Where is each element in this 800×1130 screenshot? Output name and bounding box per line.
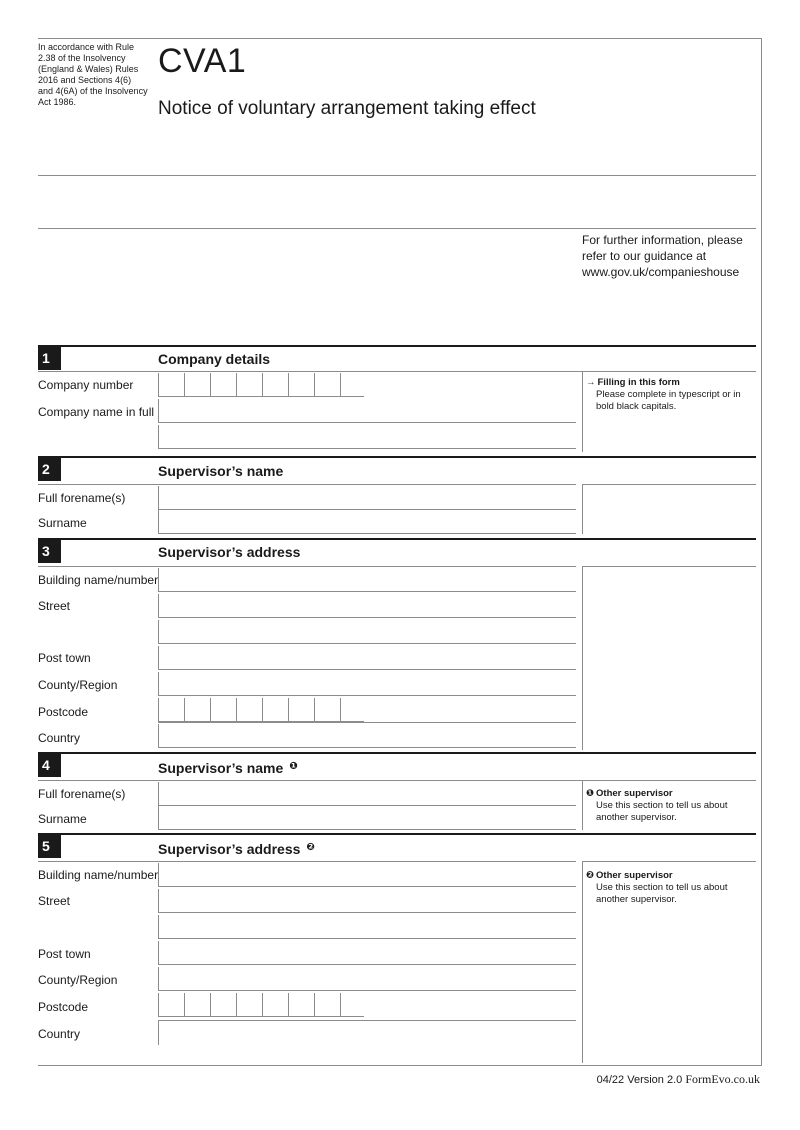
section-header-rule (38, 861, 576, 862)
surname-label: Surname (38, 812, 87, 826)
postcode-char-2[interactable] (184, 698, 210, 722)
other-supervisor-note (586, 870, 754, 906)
section-number: 3 (38, 540, 61, 563)
postcode-char-5[interactable] (262, 698, 288, 722)
post-town-label: Post town (38, 651, 91, 665)
arrow-right-icon: → (586, 377, 596, 388)
section-number: 2 (38, 458, 61, 481)
section-number: 1 (38, 347, 61, 370)
street-label: Street (38, 599, 71, 613)
section-header-rule (38, 566, 576, 567)
company-number-digit-4[interactable] (236, 373, 262, 397)
post-town-label: Post town (38, 947, 91, 961)
county-label: County/Region (38, 678, 118, 692)
note-heading: Other supervisor (596, 870, 673, 881)
note-marker-2: ❷ (306, 842, 315, 853)
section-title-text: Supervisor’s address (158, 841, 301, 857)
legal-reference: In accordance with Rule 2.38 of the Insolvency (England & Wales) Rules 2016 and Sections 4(6) and 4(6A) of the Insolvency Act 1986. (38, 42, 148, 107)
company-number-label: Company number (38, 378, 134, 392)
surname-input[interactable] (158, 510, 576, 534)
street-input-line-2[interactable] (158, 620, 576, 644)
postcode-label: Postcode (38, 705, 89, 719)
header-divider (38, 175, 756, 176)
form-code: CVA1 (158, 42, 247, 80)
note-marker-1: ❶ (289, 761, 298, 772)
form-title: Notice of voluntary arrangement taking effect (158, 98, 536, 119)
header-divider (38, 228, 756, 229)
footer (597, 1072, 760, 1087)
section-number: 5 (38, 835, 61, 858)
postcode-char-1[interactable] (158, 698, 184, 722)
section-title (158, 839, 315, 858)
other-county-input[interactable] (158, 967, 576, 991)
building-input[interactable] (158, 568, 576, 592)
building-label: Building name/number (38, 868, 159, 882)
other-building-input[interactable] (158, 863, 576, 887)
company-number-boxes (158, 373, 364, 397)
note-number-icon: ❷ (586, 870, 595, 881)
street-label: Street (38, 894, 71, 908)
other-postcode-char-7[interactable] (314, 993, 340, 1017)
section-divider (38, 833, 756, 835)
postcode-boxes (158, 698, 364, 722)
section-header-rule (38, 484, 576, 485)
other-postcode-char-6[interactable] (288, 993, 314, 1017)
other-forenames-input[interactable] (158, 782, 576, 806)
country-label: Country (38, 731, 81, 745)
forenames-input[interactable] (158, 486, 576, 510)
other-postcode-char-5[interactable] (262, 993, 288, 1017)
surname-label: Surname (38, 516, 87, 530)
company-number-digit-3[interactable] (210, 373, 236, 397)
section-divider (38, 456, 756, 458)
section-title-text: Supervisor’s name (158, 760, 284, 776)
company-number-digit-5[interactable] (262, 373, 288, 397)
other-post-town-input[interactable] (158, 941, 576, 965)
field-rule (158, 722, 576, 723)
company-number-digit-6[interactable] (288, 373, 314, 397)
company-name-input-line-2[interactable] (158, 425, 576, 449)
postcode-char-7[interactable] (314, 698, 340, 722)
forenames-label: Full forename(s) (38, 491, 126, 505)
section-title: Supervisor’s address (158, 544, 301, 560)
guidance-panel (582, 484, 756, 534)
guidance-panel (582, 566, 756, 750)
company-number-digit-7[interactable] (314, 373, 340, 397)
other-postcode-char-1[interactable] (158, 993, 184, 1017)
section-title: Company details (158, 351, 271, 367)
company-name-input[interactable] (158, 399, 576, 423)
section-divider (38, 345, 756, 347)
other-postcode-char-4[interactable] (236, 993, 262, 1017)
section-divider (38, 538, 756, 540)
section-title: Supervisor’s name (158, 463, 284, 479)
page-bottom-border (38, 1065, 762, 1066)
postcode-char-3[interactable] (210, 698, 236, 722)
version-text: 04/22 Version 2.0 (596, 1074, 683, 1086)
county-label: County/Region (38, 973, 118, 987)
other-supervisor-note (586, 788, 754, 824)
postcode-char-6[interactable] (288, 698, 314, 722)
other-surname-input[interactable] (158, 806, 576, 830)
brand-text: FormEvo.co.uk (685, 1072, 760, 1086)
other-postcode-char-2[interactable] (184, 993, 210, 1017)
note-body: Use this section to tell us about another supervisor. (596, 800, 728, 823)
filling-in-note (586, 377, 754, 413)
other-street-input[interactable] (158, 889, 576, 913)
company-name-label: Company name in full (38, 405, 155, 419)
note-body: Use this section to tell us about another supervisor. (596, 882, 728, 905)
county-input[interactable] (158, 672, 576, 696)
postcode-char-8[interactable] (340, 698, 364, 722)
note-heading: Filling in this form (597, 377, 680, 388)
country-input[interactable] (158, 724, 576, 748)
street-input[interactable] (158, 594, 576, 618)
company-number-digit-2[interactable] (184, 373, 210, 397)
section-divider (38, 752, 756, 754)
building-label: Building name/number (38, 573, 159, 587)
postcode-boxes (158, 993, 364, 1017)
section-number: 4 (38, 754, 61, 777)
section-title (158, 758, 298, 777)
note-body: Please complete in typescript or in bold black capitals. (596, 389, 741, 412)
other-country-input[interactable] (158, 1021, 576, 1045)
country-label: Country (38, 1027, 81, 1041)
page-top-border (38, 38, 762, 39)
company-number-digit-8[interactable] (340, 373, 364, 397)
page-right-border (761, 38, 762, 1066)
company-number-digit-1[interactable] (158, 373, 184, 397)
other-street-input-line-2[interactable] (158, 915, 576, 939)
other-postcode-char-3[interactable] (210, 993, 236, 1017)
note-heading: Other supervisor (596, 788, 673, 799)
postcode-label: Postcode (38, 1000, 89, 1014)
post-town-input[interactable] (158, 646, 576, 670)
forenames-label: Full forename(s) (38, 787, 126, 801)
note-number-icon: ❶ (586, 788, 595, 799)
other-postcode-char-8[interactable] (340, 993, 364, 1017)
postcode-char-4[interactable] (236, 698, 262, 722)
further-info-text: For further information, please refer to our guidance at www.gov.uk/companieshouse (582, 233, 743, 279)
